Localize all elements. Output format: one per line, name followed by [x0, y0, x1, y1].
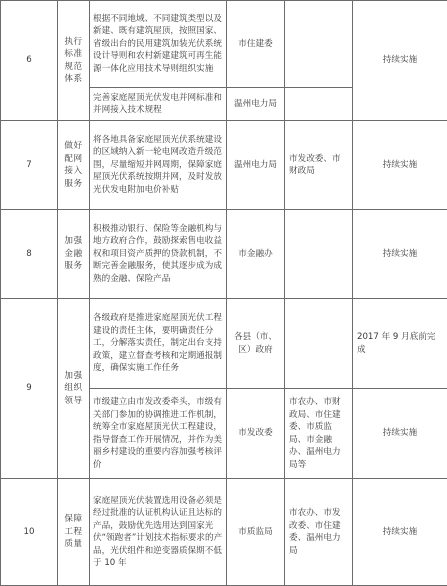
cooperating-departments: 市发改委、市财政局 — [285, 121, 353, 210]
timeline: 持续实施 — [353, 1, 447, 121]
cooperating-departments — [285, 210, 353, 299]
measure-text: 市级建立由市发改委牵头，市级有关部门参加的协调推进工作机制，统筹全市家庭屋顶光伏工程建设，指导督查工作开展情况，并作为美丽乡村建设的重要内容加强考核评价 — [90, 389, 227, 479]
cooperating-departments — [285, 1, 353, 88]
lead-department: 市金融办 — [227, 210, 285, 299]
table-row — [1, 1, 447, 88]
cooperating-departments — [285, 299, 353, 389]
measure-text: 将各地具备家庭屋顶光伏系统建设的区域纳入新一轮电网改造升级范围，尽量缩短并网周期，保障家庭屋顶光伏系统按期并网，及时发放光伏发电附加电价补贴 — [90, 121, 227, 210]
table-row — [1, 121, 447, 210]
measure-text: 积极推动银行、保险等金融机构与地方政府合作，鼓励探索售电收益权和项目资产质押的贷款机制，不断完善金融服务，使其逐步成为成熟的金融、保险产品 — [90, 210, 227, 299]
lead-department: 市发改委 — [227, 389, 285, 479]
lead-department: 温州电力局 — [227, 121, 285, 210]
row-category: 保障工程质量 — [58, 479, 90, 586]
table-row — [1, 479, 447, 586]
lead-department: 各县（市、区）政府 — [227, 299, 285, 389]
timeline: 持续实施 — [353, 479, 447, 586]
row-category: 做好配网接入服务 — [58, 121, 90, 210]
row-number: 8 — [1, 210, 58, 299]
lead-department: 市质监局 — [227, 479, 285, 586]
table-row — [1, 299, 447, 389]
measure-text: 各级政府是推进家庭屋顶光伏工程建设的责任主体，要明确责任分工，分解落实责任，制定出台支持政策，建立督查考核和定期通报制度，确保实施工作任务 — [90, 299, 227, 389]
timeline: 持续实施 — [353, 389, 447, 479]
timeline: 持续实施 — [353, 121, 447, 210]
measure-text: 家庭屋顶光伏装置选用设备必须是经过批准的认证机构认证且达标的产品，鼓励优先选用达到国家光伏“领跑者”计划技术指标要求的产品，光伏组件和逆变器质保期不低于 10 年 — [90, 479, 227, 586]
row-category: 执行标准规范体系 — [58, 1, 90, 121]
cooperating-departments: 市农办、市财政局、市住建委、市质监局、市金融办、温州电力局等 — [285, 389, 353, 479]
lead-department: 市住建委 — [227, 1, 285, 88]
row-number: 10 — [1, 479, 58, 586]
measure-text: 根据不同地域、不同建筑类型以及新建、既有建筑屋顶，按照国家、省级出台的民用建筑加装光伏系统设计导则和农村新建建筑可再生能源一体化应用技术导则组织实施 — [90, 1, 227, 88]
row-category: 加强组织领导 — [58, 299, 90, 479]
lead-department: 温州电力局 — [227, 88, 285, 121]
row-category: 加强金融服务 — [58, 210, 90, 299]
cooperating-departments — [285, 88, 353, 121]
timeline: 持续实施 — [353, 210, 447, 299]
table-row — [1, 210, 447, 299]
row-number: 9 — [1, 299, 58, 479]
row-number: 7 — [1, 121, 58, 210]
measure-text: 完善家庭屋顶光伏发电并网标准和并网接入技术规程 — [90, 88, 227, 121]
cooperating-departments: 市农办、市发改委、市住建委、温州电力局 — [285, 479, 353, 586]
timeline: 2017 年 9 月底前完成 — [353, 299, 447, 389]
row-number: 6 — [1, 1, 58, 121]
